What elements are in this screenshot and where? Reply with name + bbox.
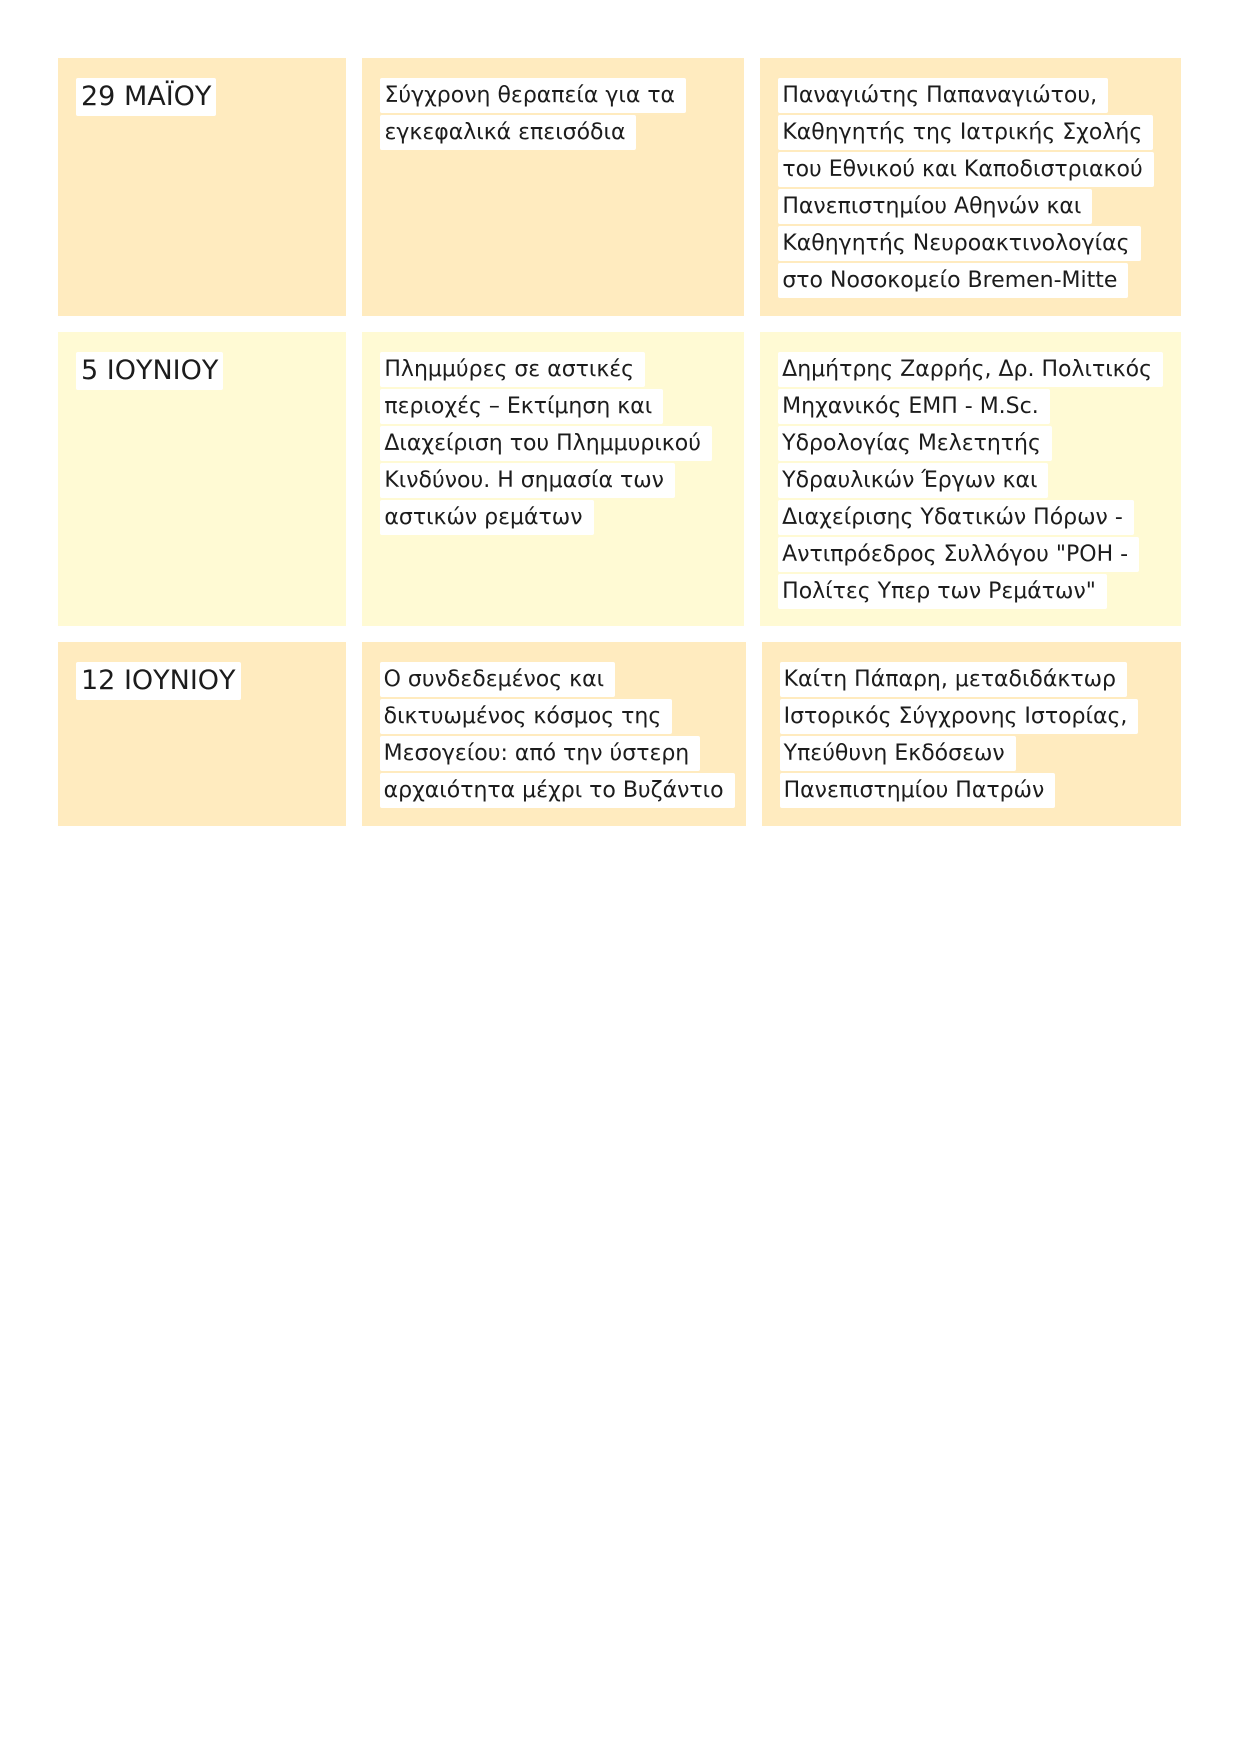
- speaker-line: Υπεύθυνη Εκδόσεων: [780, 736, 1016, 771]
- date-cell: [58, 642, 346, 826]
- schedule-row: [58, 332, 1181, 626]
- speaker-line: Υδρολογίας Μελετητής: [778, 426, 1052, 461]
- speaker-line: Καθηγητής Νευροακτινολογίας: [778, 226, 1140, 261]
- speaker-line: στο Νοσοκομείο Bremen-Mitte: [778, 263, 1128, 298]
- topic-cell: [362, 332, 744, 626]
- speaker-line: Αντιπρόεδρος Συλλόγου "ΡΟΗ -: [778, 537, 1139, 572]
- date-label: 5 ΙΟΥΝΙΟΥ: [76, 352, 223, 390]
- speaker-cell: [762, 642, 1181, 826]
- topic-line: Ο συνδεδεμένος και: [380, 662, 615, 697]
- speaker-cell: [760, 332, 1181, 626]
- topic-line: περιοχές – Εκτίμηση και: [380, 389, 663, 424]
- topic-text: [380, 352, 726, 535]
- topic-line: Διαχείριση του Πλημμυρικού: [380, 426, 712, 461]
- speaker-text: [780, 662, 1163, 808]
- date-label: 12 ΙΟΥΝΙΟΥ: [76, 662, 241, 700]
- date-cell: [58, 332, 346, 626]
- topic-line: αστικών ρεμάτων: [380, 500, 593, 535]
- speaker-line: Διαχείρισης Υδατικών Πόρων -: [778, 500, 1134, 535]
- speaker-line: Υδραυλικών Έργων και: [778, 463, 1048, 498]
- speaker-line: του Εθνικού και Καποδιστριακού: [778, 152, 1153, 187]
- speaker-text: [778, 352, 1163, 609]
- schedule-table: [58, 58, 1181, 842]
- schedule-row: [58, 642, 1181, 826]
- speaker-line: Μηχανικός ΕΜΠ - M.Sc.: [778, 389, 1050, 424]
- topic-text: [380, 78, 726, 150]
- date-label: 29 ΜΑΪΟΥ: [76, 78, 216, 116]
- speaker-line: Πανεπιστημίου Πατρών: [780, 773, 1056, 808]
- topic-cell: [362, 58, 744, 316]
- topic-text: [380, 662, 728, 808]
- topic-line: δικτυωμένος κόσμος της: [380, 699, 673, 734]
- topic-line: Μεσογείου: από την ύστερη: [380, 736, 701, 771]
- speaker-line: Πολίτες Υπερ των Ρεμάτων": [778, 574, 1107, 609]
- speaker-line: Παναγιώτης Παπαναγιώτου,: [778, 78, 1108, 113]
- speaker-line: Καίτη Πάπαρη, μεταδιδάκτωρ: [780, 662, 1127, 697]
- speaker-line: Ιστορικός Σύγχρονης Ιστορίας,: [780, 699, 1139, 734]
- speaker-cell: [760, 58, 1181, 316]
- date-cell: [58, 58, 346, 316]
- speaker-text: [778, 78, 1163, 298]
- speaker-line: Πανεπιστημίου Αθηνών και: [778, 189, 1092, 224]
- topic-cell: [362, 642, 746, 826]
- topic-line: εγκεφαλικά επεισόδια: [380, 115, 636, 150]
- speaker-line: Δημήτρης Ζαρρής, Δρ. Πολιτικός: [778, 352, 1163, 387]
- topic-line: αρχαιότητα μέχρι το Βυζάντιο: [380, 773, 735, 808]
- topic-line: Πλημμύρες σε αστικές: [380, 352, 645, 387]
- schedule-row: [58, 58, 1181, 316]
- topic-line: Σύγχρονη θεραπεία για τα: [380, 78, 686, 113]
- topic-line: Κινδύνου. Η σημασία των: [380, 463, 675, 498]
- speaker-line: Καθηγητής της Ιατρικής Σχολής: [778, 115, 1153, 150]
